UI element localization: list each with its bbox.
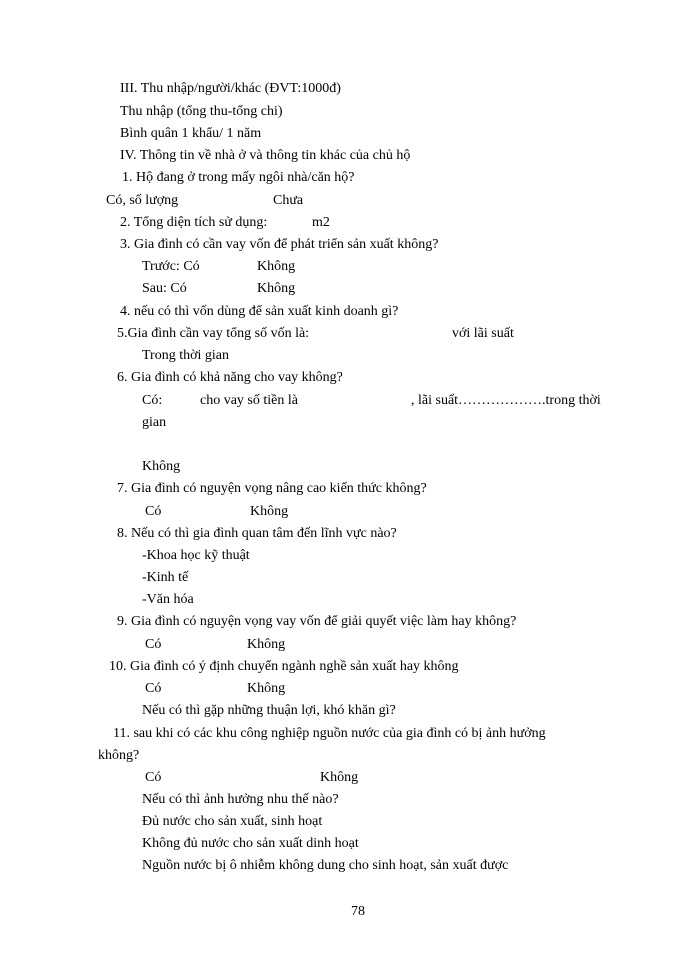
q3-before-no: Không xyxy=(257,259,296,274)
q6-no-label: Không xyxy=(142,459,181,474)
q11-yes-label: Có xyxy=(145,770,162,785)
q6-time-cont: gian xyxy=(142,415,167,430)
q9-yes-label: Có xyxy=(145,637,162,652)
q8-option: -Văn hóa xyxy=(142,592,194,607)
average-label: Bình quân 1 khẩu/ 1 năm xyxy=(120,126,262,141)
question-4: 4. nếu có thì vốn dùng để sản xuất kinh doanh gì? xyxy=(120,304,399,319)
section-4-title: IV. Thông tin về nhà ở và thông tin khác của chủ hộ xyxy=(120,148,411,163)
question-1: 1. Hộ đang ở trong mấy ngôi nhà/căn hộ? xyxy=(122,170,355,185)
q10-yes-label: Có xyxy=(145,681,162,696)
q6-interest-label: , lãi suất……………….trong thời xyxy=(411,393,601,408)
q3-before-yes: Trước: Có xyxy=(142,259,200,274)
q11-option: Đủ nước cho sản xuất, sinh hoạt xyxy=(142,814,323,829)
q8-option: -Kinh tế xyxy=(142,570,189,585)
question-11: 11. sau khi có các khu công nghiệp nguồn nước của gia đình có bị ảnh hưởng xyxy=(113,726,546,741)
q3-after-yes: Sau: Có xyxy=(142,281,187,296)
question-5: 5.Gia đình cần vay tổng số vốn là: xyxy=(117,326,310,341)
q1-yes-label: Có, số lượng xyxy=(106,193,179,208)
question-3: 3. Gia đình có cần vay vốn để phát triển sản xuất không? xyxy=(120,237,439,252)
q6-yes-label: Có: xyxy=(142,393,163,408)
income-label: Thu nhập (tổng thu-tổng chi) xyxy=(120,104,283,119)
q7-yes-label: Có xyxy=(145,504,162,519)
q1-no-label: Chưa xyxy=(273,193,304,208)
q9-no-label: Không xyxy=(247,637,286,652)
section-3-title: III. Thu nhập/người/khác (ĐVT:1000đ) xyxy=(120,81,341,96)
question-10: 10. Gia đình có ý định chuyển ngành nghề sản xuất hay không xyxy=(109,659,459,674)
q10-no-label: Không xyxy=(247,681,286,696)
q11-no-label: Không xyxy=(320,770,359,785)
q8-option: -Khoa học kỹ thuật xyxy=(142,548,250,563)
q3-after-no: Không xyxy=(257,281,296,296)
q5-interest-label: với lãi suất xyxy=(452,326,514,341)
question-8: 8. Nếu có thì gia đình quan tâm đến lĩnh vực nào? xyxy=(117,526,397,541)
q11-followup: Nếu có thì ảnh hưởng nhu thế nào? xyxy=(142,792,339,807)
q5-period-label: Trong thời gian xyxy=(142,348,230,363)
question-9: 9. Gia đình có nguyện vọng vay vốn để giải quyết việc làm hay không? xyxy=(117,614,517,629)
page-number: 78 xyxy=(351,904,365,919)
q11-option: Không đủ nước cho sản xuất dinh hoạt xyxy=(142,836,359,851)
question-2: 2. Tổng diện tích sử dụng: xyxy=(120,215,268,230)
q2-unit: m2 xyxy=(312,215,330,230)
q7-no-label: Không xyxy=(250,504,289,519)
question-7: 7. Gia đình có nguyện vọng nâng cao kiến thức không? xyxy=(117,481,427,496)
question-6: 6. Gia đình có khả năng cho vay không? xyxy=(117,370,343,385)
q10-followup: Nếu có thì gặp những thuận lợi, khó khăn gì? xyxy=(142,703,396,718)
q6-amount-label: cho vay số tiền là xyxy=(200,393,298,408)
question-11-cont: không? xyxy=(98,748,140,763)
q11-option: Nguồn nước bị ô nhiễm không dung cho sinh hoạt, sản xuất được xyxy=(142,858,509,873)
